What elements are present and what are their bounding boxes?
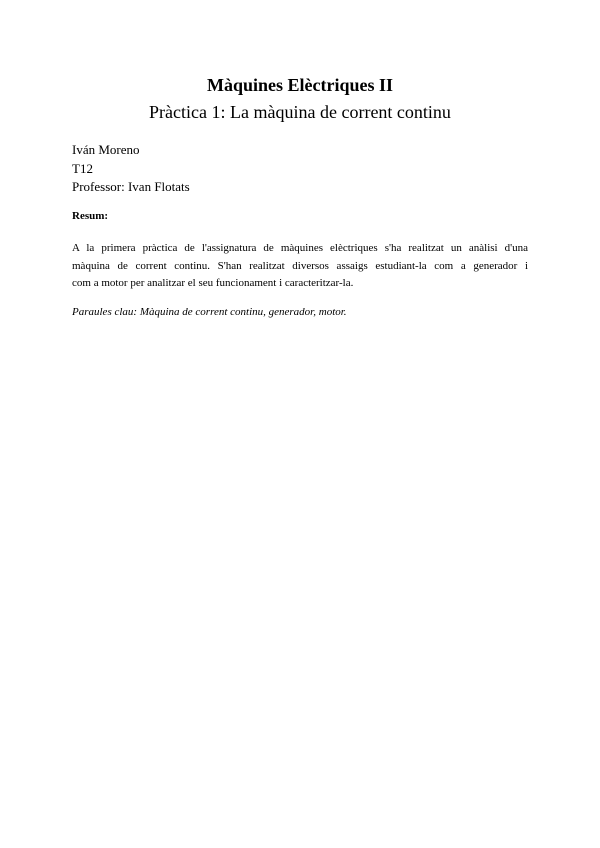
abstract-heading: Resum: bbox=[72, 210, 109, 222]
author-professor: Professor: Ivan Flotats bbox=[72, 179, 190, 194]
abstract-body bbox=[72, 240, 528, 293]
keywords: Paraules clau: Màquina de corrent continu, generador, motor. bbox=[72, 306, 347, 318]
abstract-line: màquina de corrent continu. S'han realitzat diversos assaigs estudiant-la com a generador i bbox=[72, 259, 528, 272]
abstract-line: A la primera pràctica de l'assignatura de màquines elèctriques s'ha realitzat un anàlisi d'una bbox=[72, 242, 528, 254]
author-group: T12 bbox=[72, 160, 93, 176]
abstract-line: com a motor per analitzar el seu funcionament i caracteritzar-la. bbox=[72, 277, 354, 289]
paper-title: Màquines Elèctriques II bbox=[206, 75, 393, 95]
author-name: Iván Moreno bbox=[72, 142, 140, 157]
author-block bbox=[72, 141, 190, 197]
paper-subtitle: Pràctica 1: La màquina de corrent continu bbox=[149, 102, 451, 122]
